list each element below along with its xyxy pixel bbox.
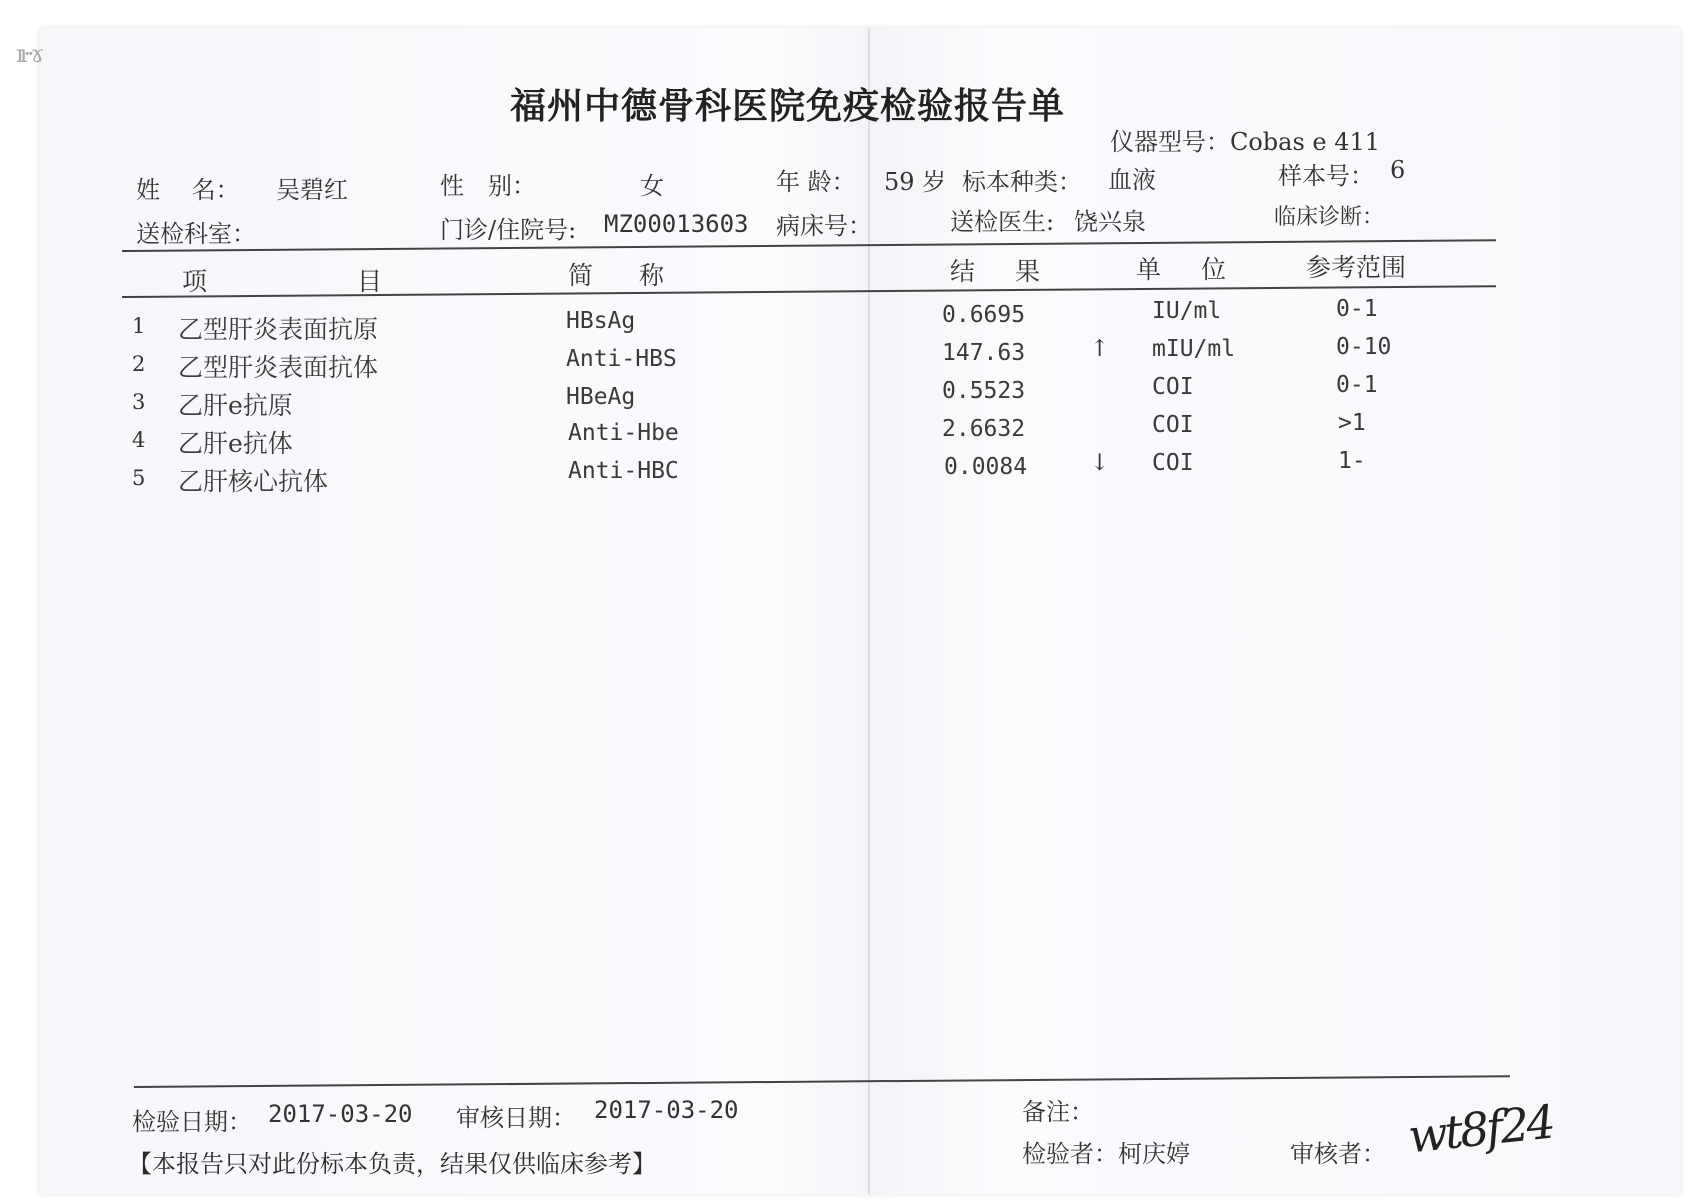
row-ref: 0-10 [1336, 334, 1392, 360]
row-number: 4 [132, 428, 146, 452]
corner-smudge: ıı··ɤ [16, 40, 41, 68]
paper-fold-line [868, 28, 870, 1194]
specimen-type-label: 标本种类： [962, 168, 1082, 196]
age-label: 年 龄： [776, 168, 856, 196]
row-abbr: Anti-Hbe [568, 420, 679, 446]
row-item: 乙肝e抗体 [178, 429, 293, 458]
row-number: 3 [132, 390, 146, 414]
header-unit: 单位 [1136, 255, 1267, 284]
row-result: 147.63 [942, 340, 1026, 366]
row-ref: 0-1 [1336, 372, 1378, 398]
header-result: 结果 [950, 257, 1081, 286]
row-number: 2 [132, 352, 146, 376]
header-item [182, 262, 532, 298]
doctor-label: 送检医生: [950, 208, 1055, 236]
instrument-model: 仪器型号：Cobas e 411 [1110, 128, 1381, 156]
remark-label: 备注： [1022, 1098, 1094, 1126]
name-label: 姓 名： [136, 176, 240, 204]
sample-no-label: 样本号： [1278, 162, 1374, 190]
tester-label: 检验者： [1022, 1140, 1118, 1168]
report-title: 福州中德骨科医院免疫检验报告单 [510, 86, 1066, 127]
row-item: 乙肝核心抗体 [178, 467, 329, 496]
sample-no: 6 [1390, 156, 1406, 184]
row-ref: 0-1 [1336, 296, 1378, 322]
row-number: 1 [132, 314, 146, 338]
row-number: 5 [132, 466, 146, 490]
row-unit: COI [1152, 374, 1194, 400]
patient-age: 59 岁 [884, 168, 947, 196]
dept-label: 送检科室： [136, 220, 256, 248]
doctor-name: 饶兴泉 [1074, 208, 1146, 236]
patient-name: 吴碧红 [276, 176, 348, 204]
row-result: 2.6632 [942, 416, 1026, 442]
row-unit: mIU/ml [1152, 336, 1236, 362]
tester-name: 柯庆婷 [1118, 1140, 1190, 1168]
row-ref: 1- [1338, 448, 1366, 474]
sex-label: 性 别： [440, 172, 536, 200]
row-flag-up: ↑ [1090, 336, 1110, 362]
row-abbr: HBsAg [566, 308, 636, 334]
bed-label: 病床号： [776, 212, 872, 240]
patient-sex: 女 [640, 172, 664, 200]
row-item: 乙肝e抗原 [178, 391, 293, 420]
specimen-type: 血液 [1108, 166, 1156, 194]
row-flag-down: ↓ [1090, 450, 1110, 476]
row-unit: COI [1152, 412, 1194, 438]
test-date-label: 检验日期： [132, 1108, 252, 1136]
test-date: 2017-03-20 [268, 1100, 413, 1128]
reviewer-signature: wt8f24 [1405, 1094, 1556, 1164]
row-item: 乙型肝炎表面抗体 [178, 353, 379, 382]
outpatient-label: 门诊/住院号: [440, 216, 577, 244]
review-date: 2017-03-20 [594, 1096, 739, 1124]
review-date-label: 审核日期： [456, 1104, 576, 1132]
header-abbr: 简称 [568, 261, 711, 290]
disclaimer: 【本报告只对此份标本负责，结果仅供临床参考】 [128, 1150, 656, 1178]
reviewer-label: 审核者： [1290, 1140, 1386, 1168]
row-item: 乙型肝炎表面抗原 [178, 315, 379, 344]
outpatient-no: MZ00013603 [604, 210, 749, 238]
header-item-text: 项目 [182, 267, 533, 296]
row-abbr: HBeAg [566, 384, 636, 410]
row-unit: IU/ml [1152, 298, 1222, 324]
row-result: 0.6695 [942, 302, 1026, 328]
row-unit: COI [1152, 450, 1194, 476]
header-ref: 参考范围 [1306, 253, 1407, 282]
row-abbr: Anti-HBS [566, 346, 677, 372]
row-result: 0.5523 [942, 378, 1026, 404]
row-abbr: Anti-HBC [568, 458, 679, 484]
row-ref: >1 [1338, 410, 1366, 436]
diagnosis-label: 临床诊断： [1274, 205, 1385, 230]
row-result: 0.0084 [944, 454, 1028, 480]
